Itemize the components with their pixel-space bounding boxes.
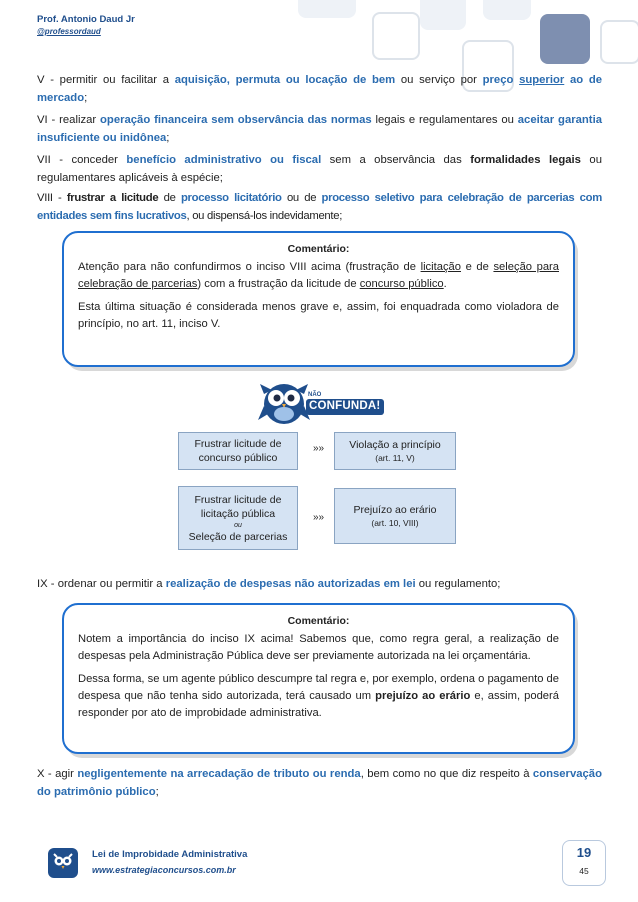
comment-paragraph: Atenção para não confundirmos o inciso VIII acima (frustração de licitação e de seleção para celebração de parcerias) com a frustração da licitude de concurso público. [78, 261, 559, 290]
author-handle[interactable]: @professordaud [37, 27, 101, 36]
page-total: 45 [579, 866, 589, 876]
decor-square [483, 0, 531, 20]
confunda-small-label: NÃO [308, 392, 322, 398]
comment-title: Comentário: [287, 243, 350, 255]
item-vii: VII - conceder benefício administrativo ou fiscal sem a observância das formalidades legais ou regulamentares aplicáveis à espécie; [37, 154, 602, 184]
confunda-label: CONFUNDA! [309, 400, 381, 412]
item-viii: VIII - frustrar a licitude de processo licitatório ou de processo seletivo para celebração de parcerias com entidades sem fins lucrativos, ou dispensá-los indevidamente; [37, 192, 602, 222]
item-v: V - permitir ou facilitar a aquisição, permuta ou locação de bem ou serviço por preço superior ao de mercado; [37, 74, 602, 104]
comment-paragraph: Notem a importância do inciso IX acima! Sabemos que, como regra geral, a realização de despesas pela Administração Pública deve ser previamente autorizada na lei orçamentária. [78, 633, 559, 662]
compare-arrow: »» [313, 512, 325, 523]
decor-square [540, 14, 590, 64]
page-number: 19 [576, 845, 592, 860]
item-vi: VI - realizar operação financeira sem observância das normas legais e regulamentares ou aceitar garantia insuficiente ou inidônea; [37, 114, 602, 144]
footer-logo-icon [48, 848, 78, 878]
comment-box-1 [62, 231, 575, 367]
author-name: Prof. Antonio Daud Jr [37, 14, 135, 25]
footer-title: Lei de Improbidade Administrativa [92, 849, 248, 860]
item-x: X - agir negligentemente na arrecadação de tributo ou renda, bem como no que diz respeito à conservação do patrimônio público; [37, 768, 602, 798]
compare-left-box: Frustrar licitude de licitação pública ou Seleção de parcerias [178, 486, 298, 550]
footer-url[interactable]: www.estrategiaconcursos.com.br [92, 865, 236, 875]
decor-square [298, 0, 356, 18]
compare-right-box: Violação a princípio (art. 11, V) [334, 432, 456, 470]
comment-title: Comentário: [287, 615, 350, 627]
comment-paragraph: Esta última situação é considerada menos grave e, assim, foi enquadrada como violadora de princípio, no art. 11, inciso V. [78, 301, 559, 330]
compare-right-box: Prejuízo ao erário (art. 10, VIII) [334, 488, 456, 544]
compare-arrow: »» [313, 443, 325, 454]
comment-paragraph: Dessa forma, se um agente público descumpre tal regra e, por exemplo, ordena o pagamento de despesa que não tenha sido autorizada, terá causado um prejuízo ao erário e, assim, poderá responder por ato de improbidade administrativa. [78, 673, 559, 719]
decor-square [600, 20, 638, 64]
item-ix: IX - ordenar ou permitir a realização de despesas não autorizadas em lei ou regulamento; [37, 578, 501, 590]
compare-left-box: Frustrar licitude de concurso público [178, 432, 298, 470]
comment-box-2 [62, 603, 575, 754]
decor-square [372, 12, 420, 60]
decor-square [420, 0, 466, 30]
